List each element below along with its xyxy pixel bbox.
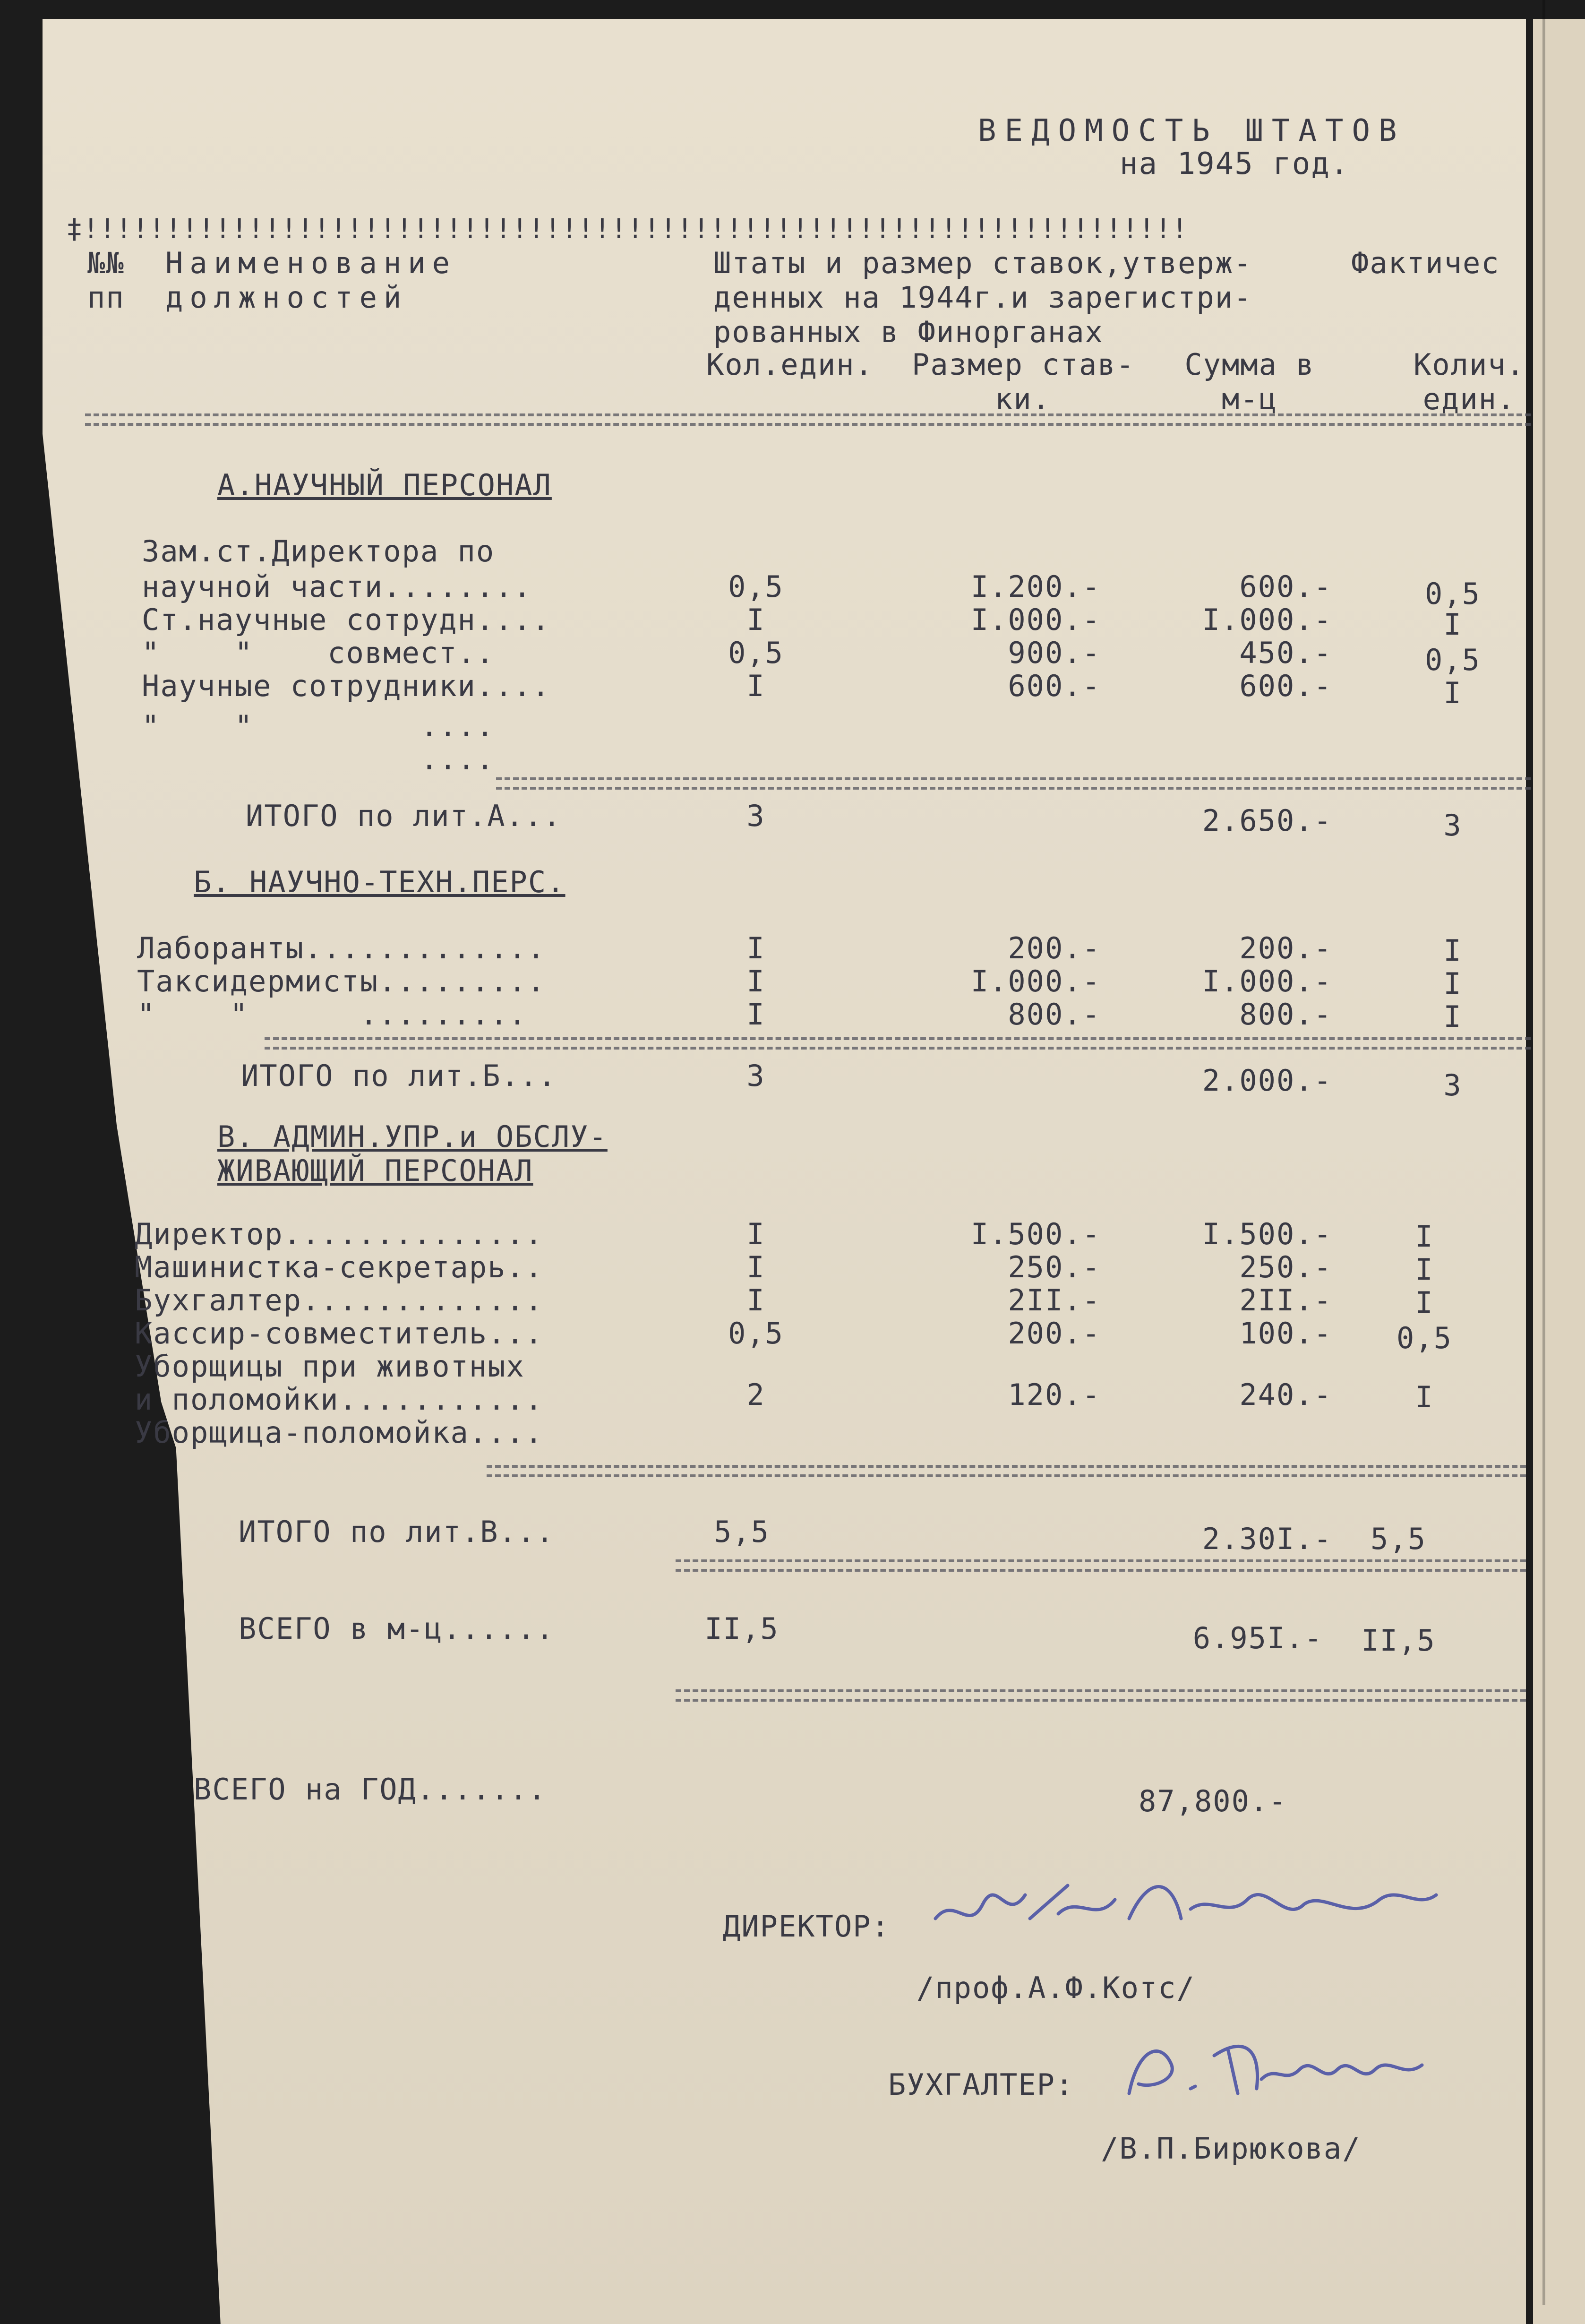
row-actual: I — [1443, 676, 1462, 710]
row-sum: 600.- — [1239, 569, 1332, 604]
row-qty: 2 — [746, 1377, 765, 1412]
col-rate: Размер став- ки. — [912, 347, 1135, 416]
row-name: " " ......... — [137, 997, 527, 1032]
row-qty: I — [746, 669, 765, 703]
total-label: ИТОГО по лит.А... — [246, 799, 562, 833]
header-rule — [85, 413, 1531, 426]
row-rate: 2II.- — [1008, 1283, 1101, 1317]
row-actual: I — [1443, 607, 1462, 642]
top-rule: ‡!!!!!!!!!!!!!!!!!!!!!!!!!!!!!!!!!!!!!!!!!!!!!!!!!!!!!!!!!!!!!!!!!!! — [66, 213, 1188, 245]
total-qty: 5,5 — [714, 1515, 770, 1549]
total-label: ИТОГО по лит.В... — [239, 1515, 555, 1549]
col-actual-qty: Колич. един. — [1414, 347, 1525, 416]
grand-month-sum: 6.95I.- — [1192, 1621, 1323, 1655]
row-qty: I — [746, 603, 765, 637]
row-qty: 0,5 — [728, 1316, 784, 1351]
row-sum: 450.- — [1239, 636, 1332, 670]
total-label: ИТОГО по лит.Б... — [241, 1059, 557, 1093]
grand-month-actual: II,5 — [1361, 1623, 1436, 1658]
row-name: Машинистка-секретарь.. — [135, 1250, 544, 1284]
row-actual: I — [1443, 966, 1462, 1001]
row-name: Зам.ст.Директора по — [142, 534, 495, 568]
row-qty: I — [746, 931, 765, 965]
row-actual: I — [1443, 999, 1462, 1034]
row-name: и поломойки........... — [135, 1382, 544, 1417]
total-qty: 3 — [746, 799, 765, 833]
grand-month-qty: II,5 — [704, 1611, 779, 1646]
col-sum: Сумма в м-ц — [1184, 347, 1315, 416]
section-rule — [676, 1559, 1526, 1572]
grand-month-label: ВСЕГО в м-ц...... — [239, 1611, 555, 1646]
col-qty: Кол.един. — [706, 347, 874, 382]
row-qty: I — [746, 1283, 765, 1317]
accountant-signature — [1120, 2027, 1431, 2108]
row-sum: I.000.- — [1202, 603, 1332, 637]
row-name: научной части........ — [142, 569, 532, 604]
section-title-a: А.НАУЧНЫЙ ПЕРСОНАЛ — [217, 468, 552, 502]
row-actual: I — [1415, 1380, 1434, 1414]
row-rate: I.000.- — [970, 964, 1101, 998]
total-actual: 5,5 — [1371, 1522, 1426, 1556]
row-sum: 100.- — [1239, 1316, 1332, 1351]
row-rate: 200.- — [1008, 1316, 1101, 1351]
total-sum: 2.000.- — [1202, 1063, 1332, 1098]
col-num: №№ пп — [87, 246, 125, 315]
total-actual: 3 — [1443, 1068, 1462, 1102]
row-sum: 2II.- — [1239, 1283, 1332, 1317]
page-fold — [1542, 0, 1545, 2305]
section-title-b: Б. НАУЧНО-ТЕХН.ПЕРС. — [194, 865, 565, 899]
total-sum: 2.650.- — [1202, 803, 1332, 838]
grand-year-sum: 87,800.- — [1139, 1784, 1287, 1818]
col-group: Штаты и размер ставок,утверж- денных на 1944г.и зарегистри- рованных в Финорганах — [713, 246, 1252, 349]
row-name: Лаборанты............. — [137, 931, 546, 965]
total-sum: 2.30I.- — [1202, 1522, 1332, 1556]
accountant-name: /В.П.Бирюкова/ — [1101, 2131, 1361, 2166]
section-rule — [496, 777, 1531, 790]
row-qty: I — [746, 964, 765, 998]
row-name: Научные сотрудники.... — [142, 669, 551, 703]
row-name: .... — [142, 742, 495, 776]
row-actual: I — [1415, 1252, 1434, 1287]
row-sum: I.000.- — [1202, 964, 1332, 998]
row-qty: 0,5 — [728, 636, 784, 670]
row-qty: I — [746, 1250, 765, 1284]
total-qty: 3 — [746, 1059, 765, 1093]
row-actual: I — [1415, 1285, 1434, 1320]
row-rate: 600.- — [1008, 669, 1101, 703]
row-actual: I — [1415, 1219, 1434, 1254]
row-sum: 600.- — [1239, 669, 1332, 703]
row-rate: 200.- — [1008, 931, 1101, 965]
row-name: Кассир-совместитель... — [135, 1316, 544, 1351]
section-rule — [676, 1689, 1526, 1702]
section-rule — [265, 1037, 1531, 1050]
director-label: ДИРЕКТОР: — [723, 1909, 890, 1944]
row-rate: 250.- — [1008, 1250, 1101, 1284]
row-qty: 0,5 — [728, 569, 784, 604]
section-rule — [487, 1465, 1526, 1477]
section-title-c: В. АДМИН.УПР.и ОБСЛУ- ЖИВАЮЩИЙ ПЕРСОНАЛ — [217, 1119, 608, 1188]
row-rate: I.200.- — [970, 569, 1101, 604]
total-actual: 3 — [1443, 808, 1462, 843]
row-actual: I — [1443, 933, 1462, 968]
row-rate: 120.- — [1008, 1377, 1101, 1412]
row-qty: I — [746, 1217, 765, 1251]
row-sum: 800.- — [1239, 997, 1332, 1032]
row-actual: 0,5 — [1425, 577, 1481, 611]
adjacent-page-edge — [1533, 19, 1585, 2324]
row-qty: I — [746, 997, 765, 1032]
row-rate: 900.- — [1008, 636, 1101, 670]
row-rate: 800.- — [1008, 997, 1101, 1032]
director-name: /проф.А.Ф.Котс/ — [917, 1971, 1195, 2005]
row-name: Уборщицы при животных — [135, 1349, 525, 1384]
row-actual: 0,5 — [1425, 643, 1481, 677]
row-sum: 240.- — [1239, 1377, 1332, 1412]
row-rate: I.000.- — [970, 603, 1101, 637]
document-title: ВЕДОМОСТЬ ШТАТОВ — [978, 113, 1405, 148]
grand-year-label: ВСЕГО на ГОД....... — [194, 1772, 547, 1807]
row-sum: 250.- — [1239, 1250, 1332, 1284]
row-name: " " .... — [142, 709, 495, 743]
row-rate: I.500.- — [970, 1217, 1101, 1251]
col-actual: Фактичес — [1351, 246, 1500, 280]
row-name: Таксидермисты......... — [137, 964, 546, 998]
col-name: Наименование должностей — [165, 246, 456, 315]
row-sum: 200.- — [1239, 931, 1332, 965]
row-name: " " совмест.. — [142, 636, 495, 670]
director-signature — [926, 1867, 1446, 1947]
row-sum: I.500.- — [1202, 1217, 1332, 1251]
row-actual: 0,5 — [1397, 1321, 1452, 1355]
row-name: Бухгалтер............. — [135, 1283, 544, 1317]
row-name: Ст.научные сотрудн.... — [142, 603, 551, 637]
row-name: Уборщица-поломойка.... — [135, 1415, 544, 1450]
document-year: на 1945 год. — [1120, 146, 1350, 181]
accountant-label: БУХГАЛТЕР: — [888, 2067, 1074, 2102]
row-name: Директор.............. — [135, 1217, 544, 1251]
